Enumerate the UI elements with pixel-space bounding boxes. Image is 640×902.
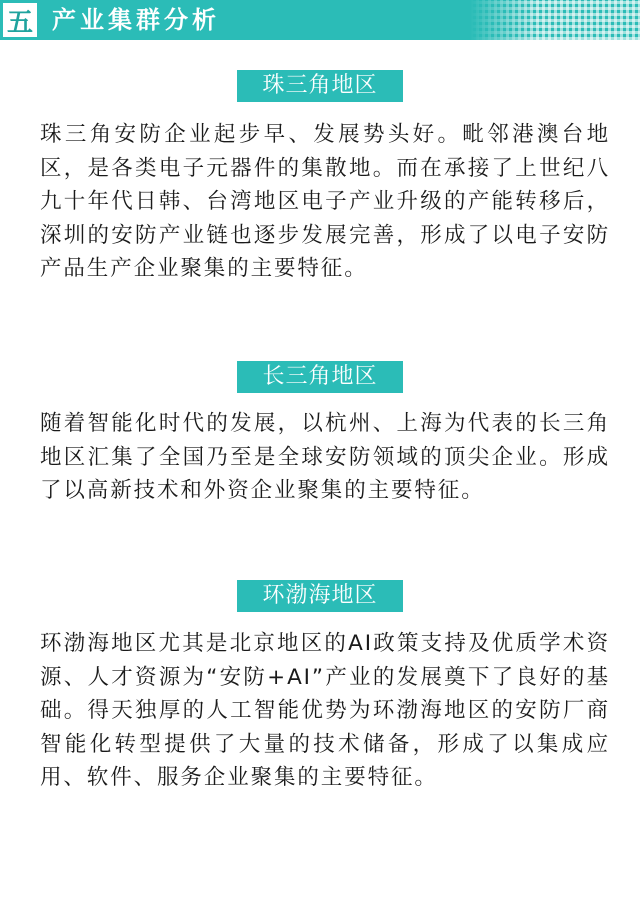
- section-title: 产业集群分析: [52, 6, 220, 34]
- region-text-yrd: 随着智能化时代的发展，以杭州、上海为代表的长三角地区汇集了全国乃至是全球安防领域的顶尖企业。形成了以高新技术和外资企业聚集的主要特征。: [40, 411, 610, 503]
- header-decoration: [470, 0, 640, 40]
- region-text-prd: 珠三角安防企业起步早、发展势头好。毗邻港澳台地区，是各类电子元器件的集散地。而在承接了上世纪八九十年代日韩、台湾地区电子产业升级的产能转移后，深圳的安防产业链也逐步发展完善，形成了以电子安防产品生产企业聚集的主要特征。: [40, 122, 610, 281]
- region-label-yrd: 长三角地区: [237, 361, 403, 393]
- section-number: 五: [0, 0, 40, 40]
- region-label-bohai: 环渤海地区: [237, 580, 403, 612]
- region-label-prd: 珠三角地区: [237, 70, 403, 102]
- section-header: [0, 0, 640, 40]
- region-text-bohai: 环渤海地区尤其是北京地区的AI政策支持及优质学术资源、人才资源为“安防+AI”产业的发展奠下了良好的基础。得天独厚的人工智能优势为环渤海地区的安防厂商智能化转型提供了大量的技术储备，形成了以集成应用、软件、服务企业聚集的主要特征。: [40, 631, 610, 790]
